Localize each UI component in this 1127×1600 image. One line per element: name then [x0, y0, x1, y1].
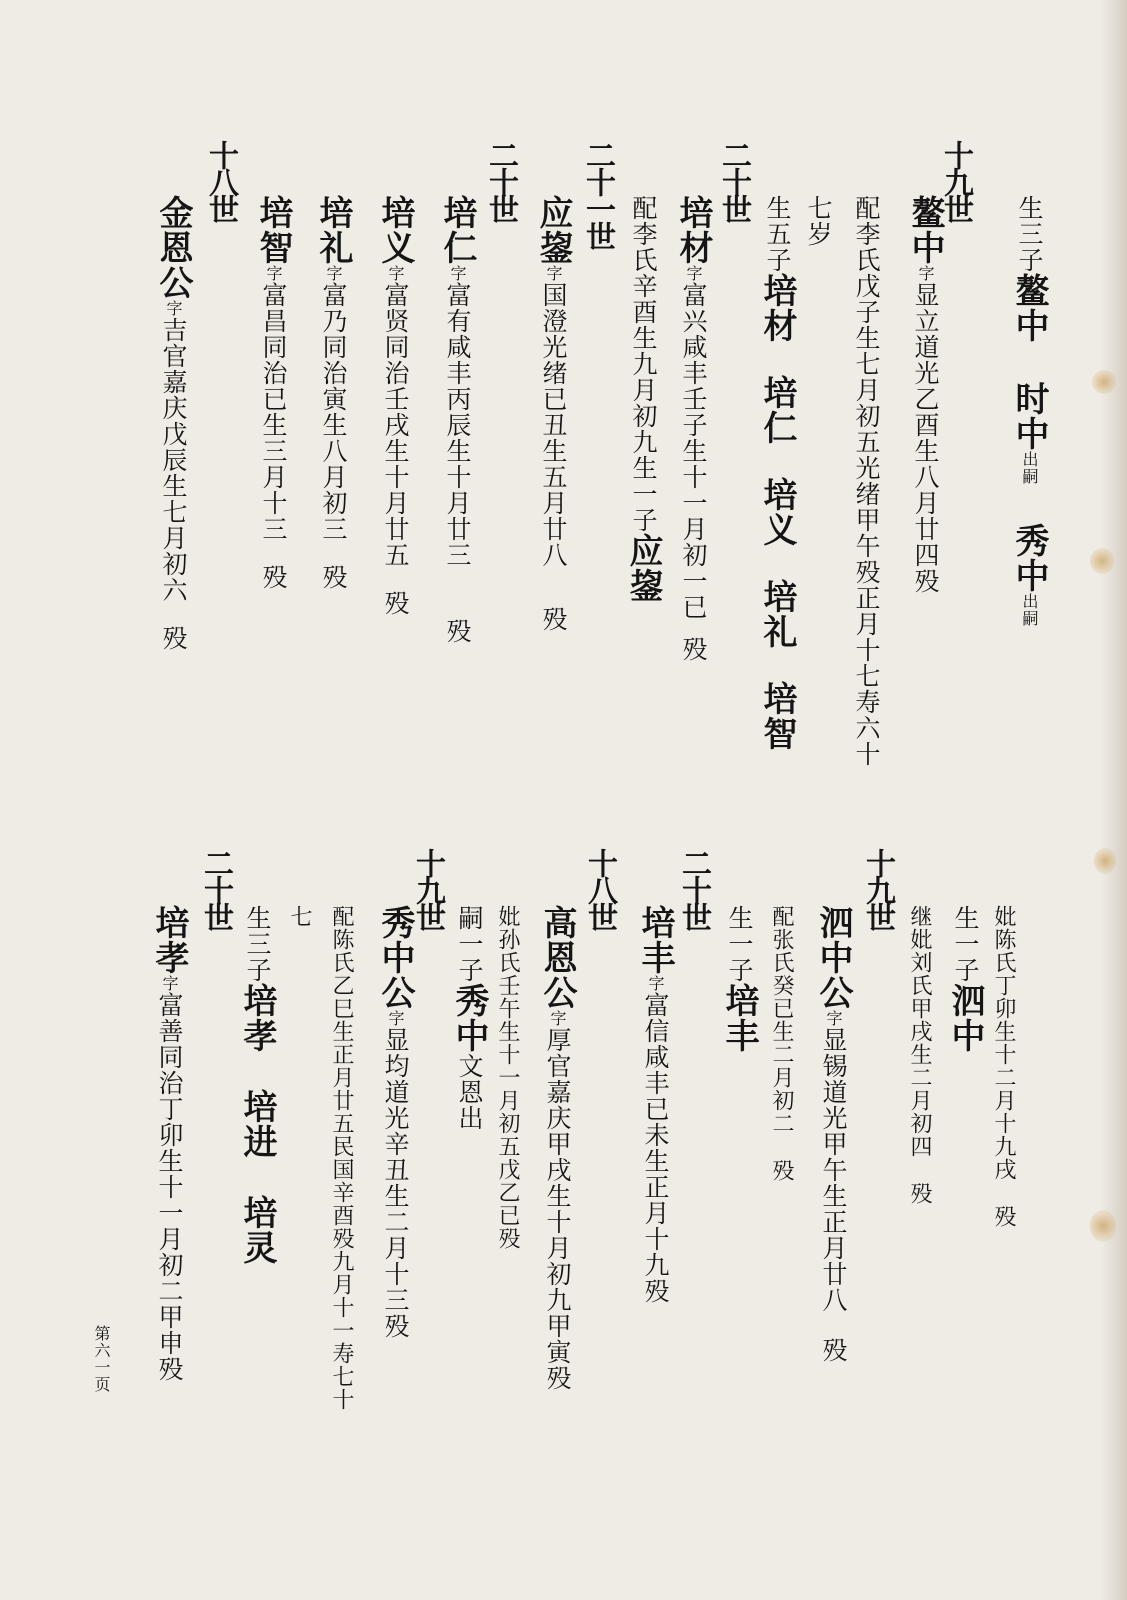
text: 殁	[159, 625, 188, 651]
text: 殁	[769, 1159, 794, 1182]
zi-mark: 字	[824, 1010, 843, 1027]
text: 生一子	[725, 905, 754, 983]
name: 秀中公	[375, 905, 415, 1010]
name: 培材	[757, 273, 797, 343]
page-number: 第六一页	[92, 1325, 111, 1393]
lower-col-16: 配陈氏乙巳生正月廿五民国辛酉殁九月十一寿七十	[329, 905, 354, 1411]
name: 泗中公	[813, 905, 853, 1010]
text: 生三子	[243, 905, 272, 983]
text: 生一子	[951, 905, 980, 983]
paper-stain	[1094, 848, 1116, 874]
upper-col-6	[757, 195, 797, 751]
text: 殁	[319, 564, 348, 590]
upper-col-4: 配李氏戊子生七月初五光绪甲午殁正月十七寿六十	[852, 195, 881, 767]
upper-col-18	[153, 195, 193, 651]
name: 培进	[237, 1089, 277, 1159]
text: 殁	[539, 606, 568, 632]
text: 国澄光绪已丑生五月廿八	[539, 282, 568, 568]
name: 培义	[375, 195, 415, 265]
name: 秀中	[1009, 523, 1049, 593]
generation-label: 二十一世	[580, 140, 615, 248]
name: 培孝	[149, 905, 189, 975]
upper-col-11	[533, 195, 573, 632]
text: 殁	[381, 590, 410, 616]
name: 应鋆	[623, 533, 663, 603]
zi-mark: 字	[386, 265, 405, 282]
paper-stain	[1090, 548, 1114, 574]
text: 配李氏辛酉生九月初九生一子	[629, 195, 658, 533]
name: 应鋆	[533, 195, 573, 265]
note: 出嗣	[1020, 593, 1039, 627]
lower-col-2	[945, 905, 985, 1053]
paper-stain	[1090, 1210, 1116, 1242]
zi-mark: 字	[324, 265, 343, 282]
name: 泗中	[945, 983, 985, 1053]
zi-mark: 字	[916, 265, 935, 282]
text: 生五子	[763, 195, 792, 273]
name: 培孝	[237, 983, 277, 1053]
name: 培礼	[313, 195, 353, 265]
lower-col-7	[719, 905, 759, 1053]
text: 殁	[259, 564, 288, 590]
name: 培丰	[635, 905, 675, 975]
note: 出嗣	[1020, 451, 1039, 485]
text: 殁	[907, 1182, 932, 1205]
name: 鳌中	[905, 195, 945, 265]
upper-col-8	[673, 195, 713, 662]
name: 培义	[757, 477, 797, 547]
zi-mark: 字	[264, 265, 283, 282]
zi-mark: 字	[160, 975, 179, 992]
text: 显锡道光甲午生正月廿八	[819, 1027, 848, 1313]
generation-label: 二十世	[676, 848, 711, 929]
lower-col-3	[908, 905, 930, 1205]
page-edge-shadow	[1101, 0, 1127, 1600]
lower-col-18	[237, 905, 277, 1265]
generation-label: 十九世	[860, 848, 895, 929]
name: 培智	[253, 195, 293, 265]
generation-label: 二十世	[716, 140, 751, 221]
upper-col-14	[375, 195, 415, 616]
name: 培仁	[757, 375, 797, 445]
generation-label: 二十世	[483, 140, 518, 221]
upper-col-5: 七岁	[804, 195, 833, 247]
upper-col-3	[905, 195, 945, 594]
text: 殁	[443, 618, 472, 644]
zi-mark: 字	[386, 1010, 405, 1027]
text: 富乃同治寅生八月初三	[319, 282, 348, 542]
name: 培仁	[437, 195, 477, 265]
name: 高恩公	[537, 905, 577, 1010]
text: 富兴咸丰壬子生十一月初一已	[679, 282, 708, 620]
text: 厚官嘉庆甲戌生十月初九甲寅殁	[543, 1027, 572, 1391]
text: 富善同治丁卯生十一月初二甲申殁	[155, 992, 184, 1382]
zi-mark: 字	[684, 265, 703, 282]
lower-col-6	[770, 905, 792, 1182]
text: 妣陈氏丁卯生十二月十九戌	[991, 905, 1016, 1181]
lower-col-12: 妣孙氏壬午生十一月初五戊乙已殁	[495, 905, 520, 1250]
text: 富有咸丰丙辰生十月廿三	[443, 282, 472, 568]
zi-mark: 字	[544, 265, 563, 282]
text: 富贤同治壬戌生十月廿五	[381, 282, 410, 568]
upper-col-1	[1009, 195, 1049, 627]
text: 富昌同治已生三月十三	[259, 282, 288, 542]
text: 殁	[991, 1205, 1016, 1228]
text: 吉官嘉庆戊辰生七月初六	[159, 317, 188, 603]
lower-col-1	[992, 905, 1014, 1228]
text: 殁	[679, 636, 708, 662]
zi-mark: 字	[646, 975, 665, 992]
name: 鳌中	[1009, 273, 1049, 343]
name: 培智	[757, 681, 797, 751]
name: 金恩公	[153, 195, 193, 300]
name: 培材	[673, 195, 713, 265]
upper-col-15	[313, 195, 353, 590]
upper-col-13	[437, 195, 477, 644]
generation-label: 十八世	[203, 140, 238, 221]
name: 时中	[1009, 381, 1049, 451]
generation-label: 二十世	[198, 848, 233, 929]
upper-col-9	[623, 195, 663, 603]
lower-col-17: 七	[287, 905, 312, 928]
text: 殁	[819, 1337, 848, 1363]
generation-label: 十九世	[410, 848, 445, 929]
text: 富信咸丰已未生正月十九殁	[641, 992, 670, 1304]
text: 显均道光辛丑生二月十三殁	[381, 1027, 410, 1339]
lower-col-11	[537, 905, 577, 1391]
name: 培礼	[757, 579, 797, 649]
zi-mark: 字	[548, 1010, 567, 1027]
lower-col-13	[449, 905, 489, 1131]
text: 配张氏癸已生二月初二	[769, 905, 794, 1135]
upper-col-16	[253, 195, 293, 590]
lower-col-5	[813, 905, 853, 1363]
name: 秀中	[449, 983, 489, 1053]
text: 显立道光乙酉生八月廿四殁	[911, 282, 940, 594]
paper-stain	[1092, 370, 1116, 394]
text: 文恩出	[455, 1053, 484, 1131]
lower-col-9	[635, 905, 675, 1304]
generation-label: 十八世	[582, 848, 617, 929]
generation-label: 十九世	[938, 140, 973, 221]
text: 生三子	[1015, 195, 1044, 273]
text: 嗣一子	[455, 905, 484, 983]
name: 培灵	[237, 1195, 277, 1265]
zi-mark: 字	[448, 265, 467, 282]
lower-col-20	[149, 905, 189, 1382]
name: 培丰	[719, 983, 759, 1053]
lower-col-15	[375, 905, 415, 1339]
zi-mark: 字	[164, 300, 183, 317]
text: 继妣刘氏甲戌生二月初四	[907, 905, 932, 1158]
